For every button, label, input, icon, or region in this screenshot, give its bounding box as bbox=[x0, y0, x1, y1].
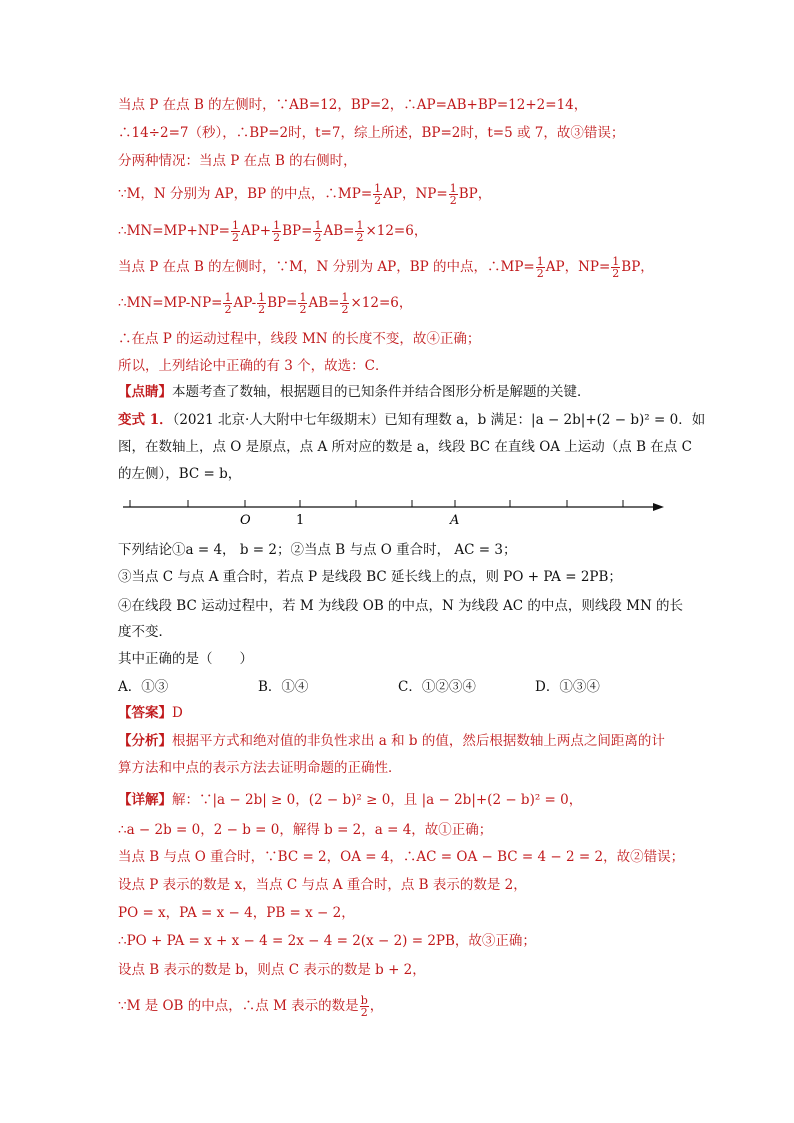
solution-line bbox=[118, 151, 357, 171]
fraction: $\frac{1}{2}$ bbox=[374, 182, 382, 207]
text: AP+ bbox=[240, 223, 272, 239]
text: ∴在点 P 的运动过程中，线段 MN 的长度不变，故④正确； bbox=[118, 331, 481, 347]
solution-line bbox=[118, 123, 624, 143]
text: 根据平方式和绝对值的非负性求出 a 和 b 的值，然后根据数轴上两点之间距离的计 bbox=[172, 733, 665, 749]
answer-value: D bbox=[172, 705, 183, 721]
text: ∴MN=MP+NP= bbox=[118, 223, 230, 239]
label-a: A bbox=[450, 513, 460, 528]
statement-line bbox=[118, 540, 516, 560]
solution-line bbox=[118, 960, 426, 980]
text: 分两种情况：当点 P 在点 B 的右侧时， bbox=[118, 153, 357, 169]
text: 所以，上列结论中正确的有 3 个，故选：C． bbox=[118, 358, 389, 374]
text: 度不变． bbox=[118, 624, 172, 640]
text: ④在线段 BC 运动过程中，若 M 为线段 OB 的中点，N 为线段 AC 的中点，则线段 MN 的长 bbox=[118, 598, 684, 614]
fraction: $\frac{1}{2}$ bbox=[536, 255, 544, 280]
text: 本题考查了数轴，根据题目的已知条件并结合图形分析是解题的关键． bbox=[172, 384, 591, 400]
text: BP= bbox=[282, 223, 313, 239]
problem-line bbox=[118, 437, 692, 457]
text: 当点 B 与点 O 重合时，∵BC = 2，OA = 4，∴AC = OA − BC = 4 − 2 = 2，故②错误； bbox=[118, 849, 685, 865]
text: ∴MN=MP-NP= bbox=[118, 295, 223, 311]
problem-line bbox=[118, 464, 241, 484]
analysis-line bbox=[118, 731, 665, 751]
solution-line bbox=[118, 356, 389, 376]
text: AB= bbox=[308, 295, 340, 311]
answer-line bbox=[118, 703, 183, 723]
solution-line bbox=[118, 220, 427, 243]
problem-line bbox=[118, 410, 705, 430]
statement-line bbox=[118, 622, 172, 642]
text: ∴PO + PA = x + x − 4 = 2x − 4 = 2(x − 2) = 2PB，故③正确； bbox=[118, 933, 536, 949]
fraction: $\frac{1}{2}$ bbox=[273, 219, 281, 244]
fraction: $\frac{1}{2}$ bbox=[224, 291, 232, 316]
option-c: C．①②③④ bbox=[398, 679, 476, 695]
solution-line bbox=[118, 995, 383, 1018]
arrow-icon bbox=[653, 503, 664, 511]
solution-line bbox=[118, 329, 480, 349]
label-o: O bbox=[240, 513, 251, 528]
solution-line bbox=[118, 790, 582, 810]
text: AB= bbox=[323, 223, 355, 239]
ticks bbox=[130, 500, 623, 507]
text: 图，在数轴上，点 O 是原点，点 A 所对应的数是 a，线段 BC 在直线 OA 上运动（点 B 在点 C bbox=[118, 439, 692, 455]
text: BP= bbox=[267, 295, 298, 311]
text: ∵M，N 分别为 AP，BP 的中点，∴MP= bbox=[118, 186, 373, 202]
fraction: $\frac{1}{2}$ bbox=[449, 182, 457, 207]
option-d: D．①③④ bbox=[535, 679, 600, 695]
text: ∴a − 2b = 0，2 − b = 0，解得 b = 2，a = 4，故①正确； bbox=[118, 822, 493, 838]
statement-line bbox=[118, 596, 683, 616]
text: ∴14÷2=7（秒），∴BP=2时，t=7，综上所述，BP=2时，t=5 或 7，故③错误； bbox=[118, 125, 625, 141]
text: AP，NP= bbox=[545, 259, 611, 275]
solution-line bbox=[118, 292, 412, 315]
text: ， bbox=[369, 998, 384, 1014]
key-point-line bbox=[118, 382, 591, 402]
statement-line bbox=[118, 567, 622, 587]
fraction: $\frac{1}{2}$ bbox=[341, 291, 349, 316]
text: 当点 P 在点 B 的左侧时，∵AB=12，BP=2，∴AP=AB+BP=12+2=14， bbox=[118, 97, 588, 113]
solution-line bbox=[118, 95, 587, 115]
section-tag: 【分析】 bbox=[118, 733, 172, 749]
text: ×12=6， bbox=[365, 223, 428, 239]
fraction: $\frac{1}{2}$ bbox=[356, 219, 364, 244]
fraction: $\frac{1}{2}$ bbox=[612, 255, 620, 280]
fraction: $\frac{1}{2}$ bbox=[258, 291, 266, 316]
text: AP，NP= bbox=[383, 186, 448, 202]
text: （2021 北京·人大附中七年级期末）已知有理数 a，b 满足：|a − 2b|+(2 − b)² = 0．如 bbox=[172, 412, 706, 428]
solution-line bbox=[118, 256, 654, 279]
solution-line bbox=[118, 183, 491, 206]
solution-line bbox=[118, 875, 527, 895]
fraction: $\frac{1}{2}$ bbox=[299, 291, 307, 316]
label-one: 1 bbox=[296, 513, 305, 528]
text: 算方法和中点的表示方法去证明命题的正确性． bbox=[118, 760, 402, 776]
text: PO = x，PA = x − 4，PB = x − 2， bbox=[118, 905, 355, 921]
fraction: $\frac{b}{2}$ bbox=[360, 994, 368, 1019]
solution-line bbox=[118, 847, 684, 867]
solution-line bbox=[118, 820, 492, 840]
text: ③当点 C 与点 A 重合时，若点 P 是线段 BC 延长线上的点，则 PO + PA = 2PB； bbox=[118, 569, 622, 585]
text: 当点 P 在点 B 的左侧时，∵M，N 分别为 AP，BP 的中点，∴MP= bbox=[118, 259, 535, 275]
section-tag: 【点睛】 bbox=[118, 384, 172, 400]
fraction: $\frac{1}{2}$ bbox=[231, 219, 239, 244]
analysis-line bbox=[118, 758, 402, 778]
section-tag: 【详解】 bbox=[118, 792, 172, 808]
fraction: $\frac{1}{2}$ bbox=[314, 219, 322, 244]
text: 下列结论①a = 4， b = 2；②当点 B 与点 O 重合时， AC = 3； bbox=[118, 542, 517, 558]
text: 设点 P 表示的数是 x，当点 C 与点 A 重合时，点 B 表示的数是 2， bbox=[118, 877, 527, 893]
text: 的左侧），BC = b， bbox=[118, 466, 242, 482]
solution-line bbox=[118, 903, 355, 923]
section-tag: 变式 1． bbox=[118, 412, 173, 428]
text: BP， bbox=[458, 186, 492, 202]
text: BP， bbox=[621, 259, 654, 275]
text: ×12=6， bbox=[350, 295, 413, 311]
text: 解：∵|a − 2b| ≥ 0，(2 − b)² ≥ 0，且 |a − 2b|+(2 − b)² = 0， bbox=[172, 792, 583, 808]
solution-line bbox=[118, 931, 536, 951]
text: ∵M 是 OB 的中点，∴点 M 表示的数是 bbox=[118, 998, 359, 1014]
text: 其中正确的是（ ） bbox=[118, 651, 253, 667]
number-line-figure bbox=[120, 495, 670, 531]
option-a: A．①③ bbox=[118, 679, 169, 695]
text: 设点 B 表示的数是 b，则点 C 表示的数是 b + 2， bbox=[118, 962, 426, 978]
option-b: B．①④ bbox=[258, 679, 309, 695]
section-tag: 【答案】 bbox=[118, 705, 172, 721]
question-line bbox=[118, 649, 253, 669]
text: AP- bbox=[233, 295, 257, 311]
